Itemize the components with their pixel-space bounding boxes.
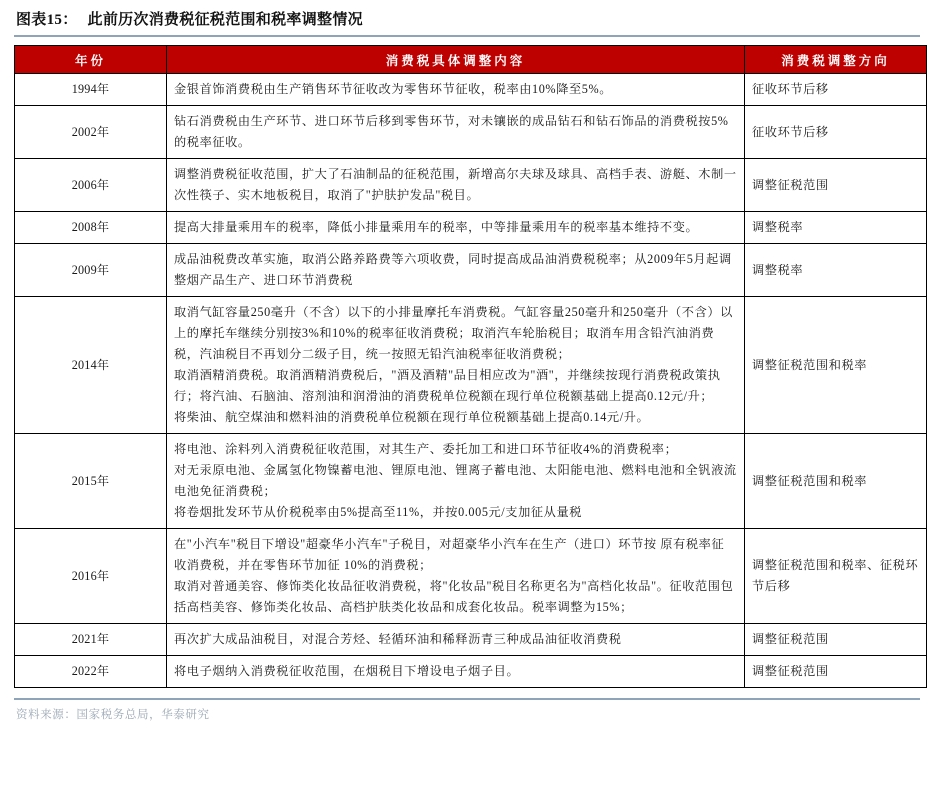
table-row: [15, 434, 927, 529]
column-header-direction: 消费税调整方向: [745, 46, 927, 74]
figure-title-text: 此前历次消费税征税范围和税率调整情况: [87, 12, 363, 28]
content-paragraph: 金银首饰消费税由生产销售环节征收改为零售环节征收，税率由10%降至5%。: [174, 82, 612, 96]
cell-year: 2021年: [15, 624, 167, 656]
content-paragraph: 调整消费税征收范围，扩大了石油制品的征税范围，新增高尔夫球及球具、高档手表、游艇、木制一次性筷子、实木地板税目，取消了"护肤护发品"税目。: [174, 167, 737, 202]
source-note: 资料来源：国家税务总局，华泰研究: [16, 709, 210, 721]
table-row: [15, 297, 927, 434]
content-paragraph: 将卷烟批发环节从价税税率由5%提高至11%，并按0.005元/支加征从量税: [174, 505, 583, 519]
cell-direction: 征收环节后移: [745, 106, 927, 159]
cell-direction: 调整税率: [745, 244, 927, 297]
cell-year: 2006年: [15, 159, 167, 212]
table-row: [15, 212, 927, 244]
content-paragraph: 钻石消费税由生产环节、进口环节后移到零售环节，对未镶嵌的成品钻石和钻石饰品的消费税按5%的税率征收。: [174, 114, 729, 149]
cell-direction: 调整征税范围和税率、征税环节后移: [745, 529, 927, 624]
table-header-row: [15, 46, 927, 74]
column-header-year: 年份: [15, 46, 167, 74]
cell-content: [167, 656, 745, 688]
content-paragraph: 将电子烟纳入消费税征收范围，在烟税目下增设电子烟子目。: [174, 664, 520, 678]
table-body: [15, 74, 927, 688]
footer-divider: [14, 698, 920, 700]
cell-year: 2016年: [15, 529, 167, 624]
page-title: [10, 0, 924, 34]
column-header-content: 消费税具体调整内容: [167, 46, 745, 74]
table-row: [15, 529, 927, 624]
consumption-tax-adjustment-table: [14, 45, 927, 688]
table-row: [15, 74, 927, 106]
cell-content: [167, 244, 745, 297]
table-header: [15, 46, 927, 74]
content-paragraph: 对无汞原电池、金属氢化物镍蓄电池、锂原电池、锂离子蓄电池、太阳能电池、燃料电池和全钒液流电池免征消费税；: [174, 463, 737, 498]
table-row: [15, 106, 927, 159]
cell-year: 1994年: [15, 74, 167, 106]
cell-direction: 调整征税范围: [745, 656, 927, 688]
table-row: [15, 624, 927, 656]
cell-year: 2009年: [15, 244, 167, 297]
cell-direction: 调整征税范围: [745, 159, 927, 212]
cell-direction: 调整税率: [745, 212, 927, 244]
cell-content: [167, 212, 745, 244]
cell-content: [167, 529, 745, 624]
cell-year: 2015年: [15, 434, 167, 529]
cell-year: 2002年: [15, 106, 167, 159]
table-row: [15, 244, 927, 297]
content-paragraph: 取消酒精消费税。取消酒精消费税后，"酒及酒精"品目相应改为"酒"，并继续按现行消费税政策执行；将汽油、石脑油、溶剂油和润滑油的消费税单位税额在现行单位税额基础上提高0.12元/升；: [174, 368, 721, 403]
title-divider: [14, 35, 920, 37]
cell-content: [167, 74, 745, 106]
table-row: [15, 159, 927, 212]
cell-content: [167, 297, 745, 434]
content-paragraph: 将电池、涂料列入消费税征收范围，对其生产、委托加工和进口环节征收4%的消费税率；: [174, 442, 678, 456]
cell-direction: 征收环节后移: [745, 74, 927, 106]
figure-number: 图表15：: [16, 12, 78, 28]
content-paragraph: 在"小汽车"税目下增设"超豪华小汽车"子税目，对超豪华小汽车在生产（进口）环节按 原有税率征收消费税，并在零售环节加征 10%的消费税；: [174, 537, 725, 572]
content-paragraph: 提高大排量乘用车的税率，降低小排量乘用车的税率，中等排量乘用车的税率基本维持不变。: [174, 220, 699, 234]
cell-direction: 调整征税范围和税率: [745, 297, 927, 434]
cell-content: [167, 106, 745, 159]
cell-direction: 调整征税范围: [745, 624, 927, 656]
content-paragraph: 成品油税费改革实施，取消公路养路费等六项收费，同时提高成品油消费税税率；从2009年5月起调整烟产品生产、进口环节消费税: [174, 252, 732, 287]
cell-year: 2008年: [15, 212, 167, 244]
cell-content: [167, 434, 745, 529]
cell-direction: 调整征税范围和税率: [745, 434, 927, 529]
table-row: [15, 656, 927, 688]
content-paragraph: 取消气缸容量250毫升（不含）以下的小排量摩托车消费税。气缸容量250毫升和250毫升（不含）以上的摩托车继续分别按3%和10%的税率征收消费税；取消汽车轮胎税目；取消车用含铅汽油消费税，汽油税目不再划分二级子目，统一按照无铅汽油税率征收消费税；: [174, 305, 733, 361]
cell-content: [167, 159, 745, 212]
content-paragraph: 取消对普通美容、修饰类化妆品征收消费税，将"化妆品"税目名称更名为"高档化妆品"。征收范围包括高档美容、修饰类化妆品、高档护肤类化妆品和成套化妆品。税率调整为15%；: [174, 579, 734, 614]
content-paragraph: 再次扩大成品油税目，对混合芳烃、轻循环油和稀释沥青三种成品油征收消费税: [174, 632, 622, 646]
cell-year: 2014年: [15, 297, 167, 434]
cell-year: 2022年: [15, 656, 167, 688]
cell-content: [167, 624, 745, 656]
content-paragraph: 将柴油、航空煤油和燃料油的消费税单位税额在现行单位税额基础上提高0.14元/升。: [174, 410, 650, 424]
